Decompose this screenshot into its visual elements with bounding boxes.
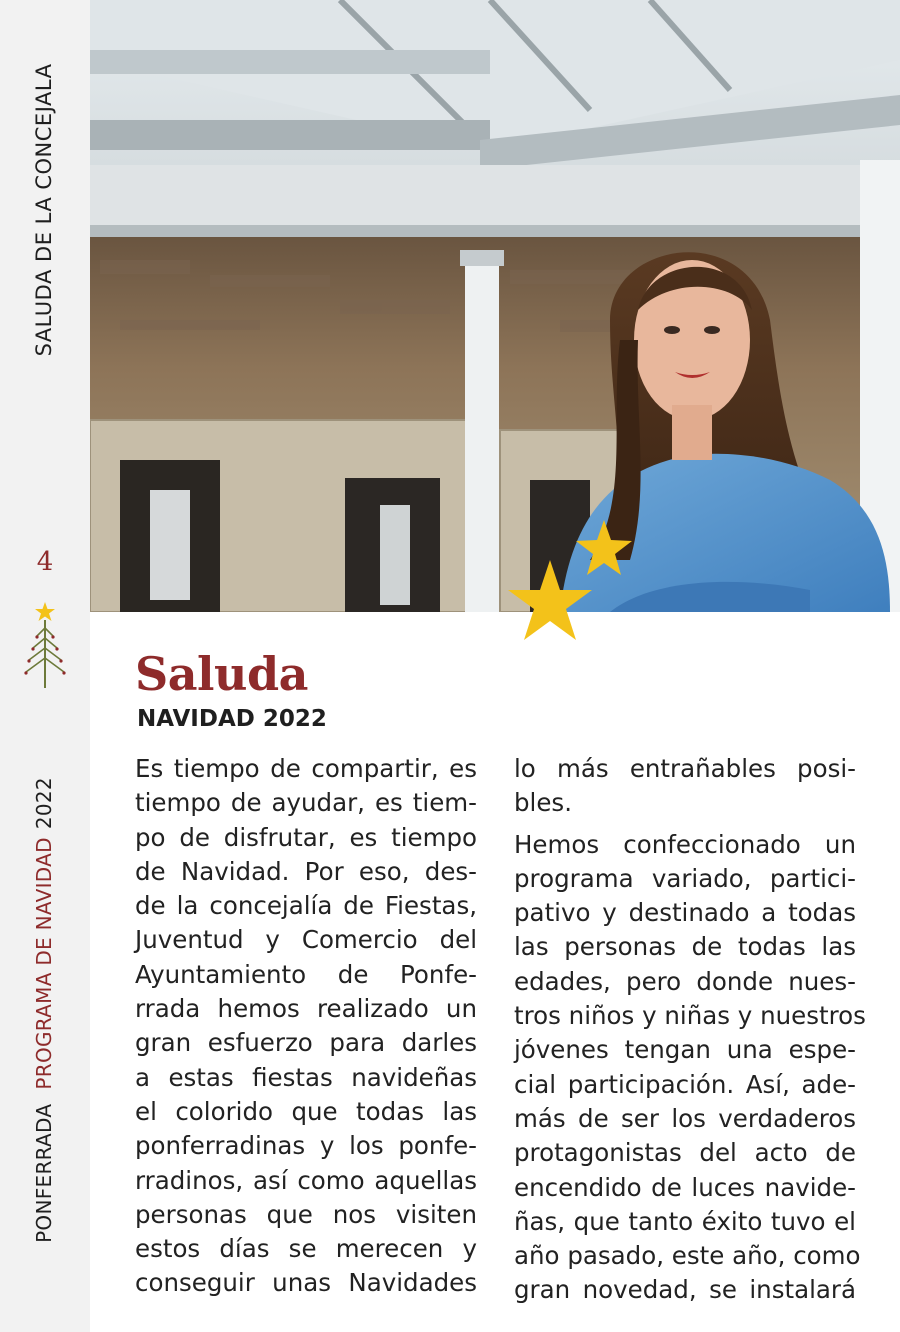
text-line: tros niños y niñas y nuestros [514,1001,866,1031]
article-title: Saluda [135,647,308,701]
text-line: el colorido que todas las [135,1096,477,1126]
text-line: estos días se merecen y [135,1234,477,1264]
text-line: rrada hemos realizado un [135,994,477,1024]
footer-brand: PONFERRADA [32,1103,56,1243]
text-line: ñas, que tanto éxito tuvo el [514,1206,856,1236]
paragraph-gap [514,821,856,828]
text-line: pativo y destinado a todas [514,898,856,928]
page-number: 4 [36,547,54,577]
text-line: gran novedad, se instalará [514,1275,856,1305]
footer-year: 2022 [32,777,56,830]
article-subtitle: NAVIDAD 2022 [137,706,327,732]
text-line: personas que nos visiten [135,1199,477,1229]
footer-label [32,777,56,1243]
text-line: Ayuntamiento de Ponfe- [135,959,477,989]
text-line: edades, pero donde nues- [514,966,856,996]
text-line: año pasado, este año, como [514,1241,861,1271]
article-column-1 [135,752,477,1301]
text-line: rradinos, así como aquellas [135,1165,477,1195]
text-line: Es tiempo de compartir, es [135,754,477,783]
stars-decoration [500,510,640,660]
star-icon [576,520,632,575]
portrait-photo [90,0,900,612]
text-line: las personas de todas las [514,932,856,962]
text-line: más de ser los verdaderos [514,1103,856,1133]
text-line: a estas fiestas navideñas [135,1062,477,1092]
text-line: po de disfrutar, es tiempo [135,822,477,852]
photo-illustration [90,0,900,612]
text-line: ponferradinas y los ponfe- [135,1131,477,1161]
text-line: de Navidad. Por eso, des- [135,856,477,886]
section-title: SALUDA DE LA CONCEJALA [32,63,56,357]
article-column-2 [514,752,866,1308]
text-line: protagonistas del acto de [514,1138,856,1168]
text-line: de la concejalía de Fiestas, [135,891,477,921]
sidebar [0,0,90,1332]
christmas-tree-icon [20,600,70,692]
text-line: tiempo de ayudar, es tiem- [135,788,477,818]
text-line: cial participación. Así, ade- [514,1069,856,1099]
text-line: Hemos confeccionado un [514,829,856,859]
text-line: Juventud y Comercio del [135,925,477,955]
text-line: conseguir unas Navidades [135,1268,477,1298]
text-line: bles. [514,788,572,818]
text-line: gran esfuerzo para darles [135,1028,477,1058]
text-line: programa variado, partici- [514,863,856,893]
text-line: encendido de luces navide- [514,1172,856,1202]
text-line: lo más entrañables posi- [514,754,856,783]
star-icon [508,560,592,640]
footer-program: PROGRAMA DE NAVIDAD [32,837,56,1090]
text-line: jóvenes tengan una espe- [514,1035,856,1065]
